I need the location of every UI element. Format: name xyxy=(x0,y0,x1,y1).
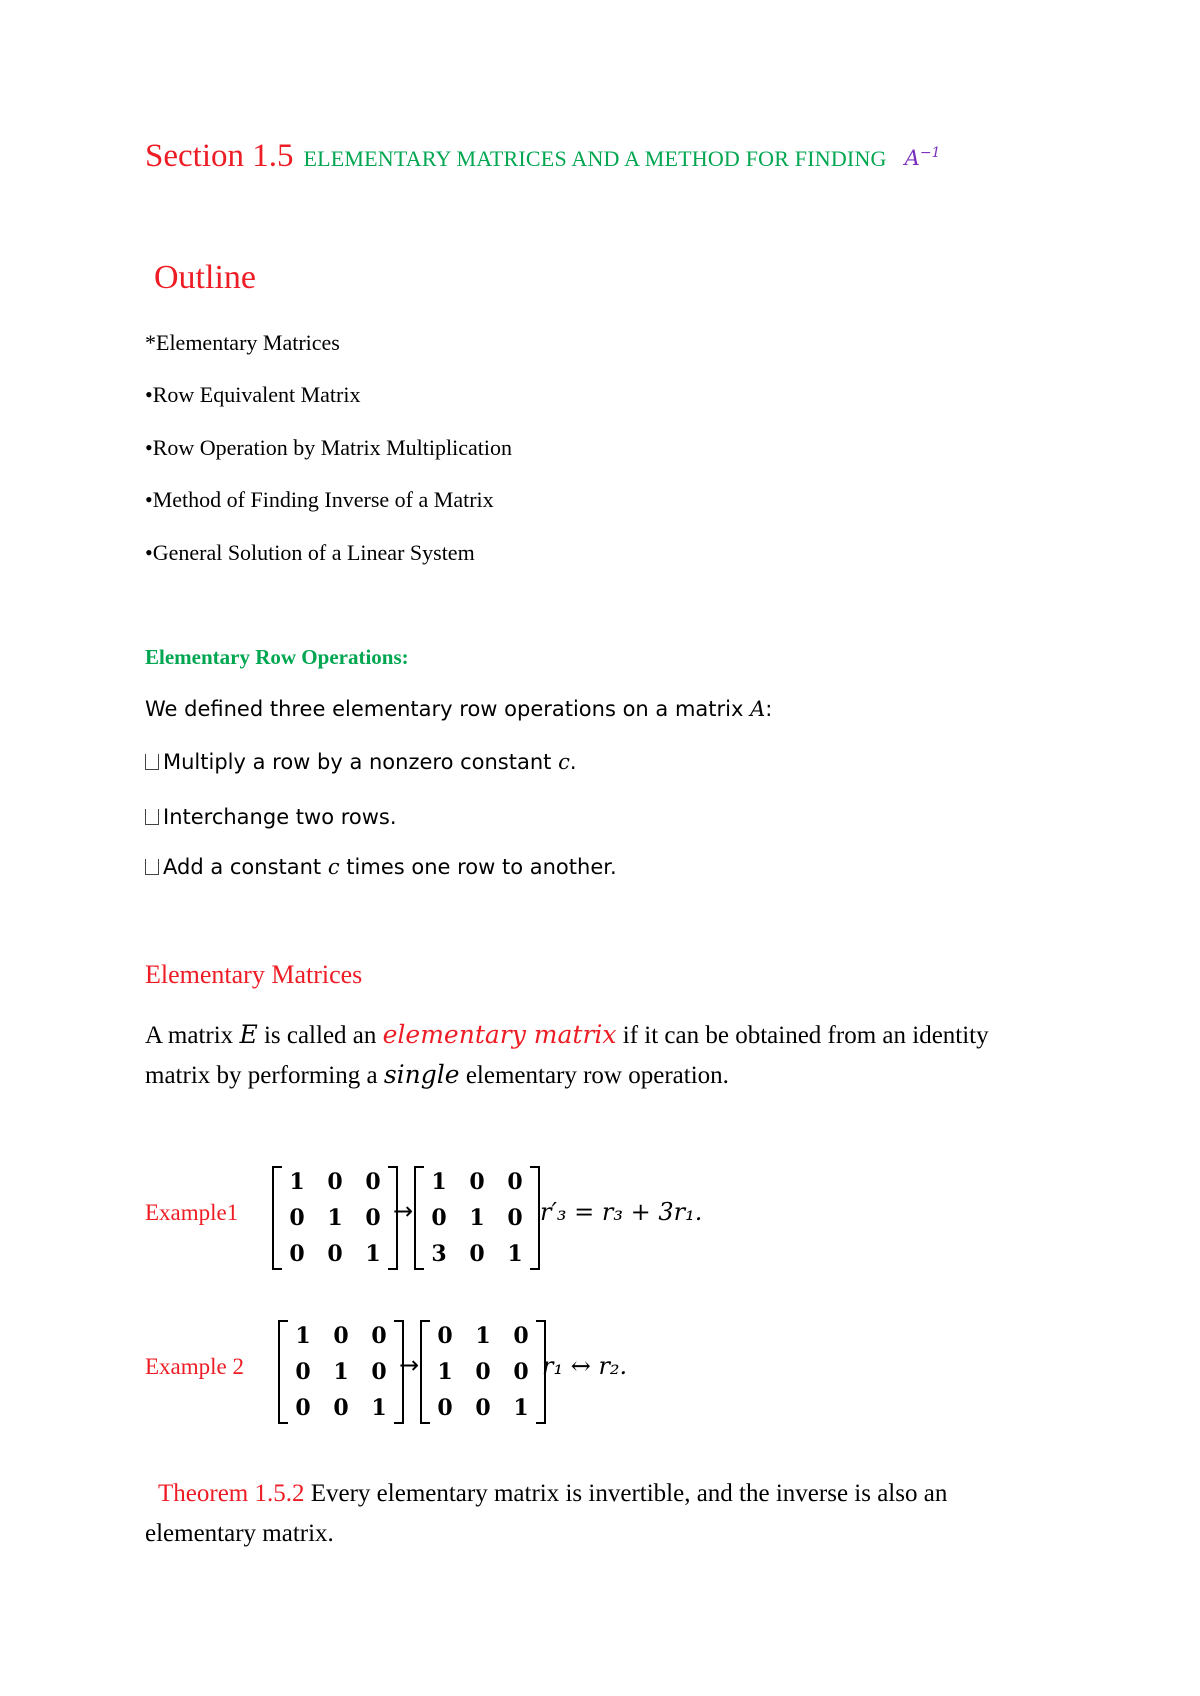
matrix-cell: 0 xyxy=(475,1395,491,1421)
matrix-cell: 3 xyxy=(431,1241,447,1267)
checkbox-glyph-icon xyxy=(145,809,159,825)
matrix-cell: 0 xyxy=(431,1205,447,1231)
matrix-cell: 0 xyxy=(295,1359,311,1385)
matrix-cell: 0 xyxy=(289,1241,305,1267)
outline-item: •Method of Finding Inverse of a Matrix xyxy=(145,487,494,512)
matrix-cell: 0 xyxy=(507,1169,523,1195)
matrix-cell: 0 xyxy=(327,1169,343,1195)
outline-heading: Outline xyxy=(154,259,256,296)
matrix-cell: 0 xyxy=(437,1323,453,1349)
transform-arrow: → xyxy=(399,1351,420,1379)
matrix-cell: 0 xyxy=(333,1323,349,1349)
outline-item: *Elementary Matrices xyxy=(145,330,340,355)
matrix-cell: 1 xyxy=(469,1205,485,1231)
example-1-row-operation: r′₃ = r₃ + 3r₁. xyxy=(540,1198,703,1226)
matrix-cell: 0 xyxy=(437,1395,453,1421)
section-title xyxy=(145,138,940,188)
outline-item: •Row Operation by Matrix Multiplication xyxy=(145,435,512,460)
matrix-cell: 0 xyxy=(469,1169,485,1195)
definition-line-2: matrix by performing a single elementary row operation. xyxy=(145,1060,729,1089)
matrix-cell: 0 xyxy=(327,1241,343,1267)
example-1-left-matrix xyxy=(272,1164,398,1272)
matrix-cell: 0 xyxy=(371,1359,387,1385)
row-op-item: Add a constant c times one row to another. xyxy=(145,855,617,879)
matrix-cell: 1 xyxy=(431,1169,447,1195)
transform-arrow: → xyxy=(393,1197,414,1225)
section-subtitle: ELEMENTARY MATRICES AND A METHOD FOR FINDING xyxy=(303,146,887,171)
defined-term: elementary matrix xyxy=(382,1020,617,1049)
matrix-cell: 1 xyxy=(327,1205,343,1231)
matrix-cell: 0 xyxy=(365,1169,381,1195)
section-number: Section 1.5 xyxy=(145,138,294,174)
row-op-item: Interchange two rows. xyxy=(145,805,397,829)
matrix-cell: 0 xyxy=(365,1205,381,1231)
matrix-cell: 0 xyxy=(507,1205,523,1231)
matrix-cell: 0 xyxy=(333,1395,349,1421)
row-op-item: Multiply a row by a nonzero constant c. xyxy=(145,750,577,774)
elementary-matrices-heading: Elementary Matrices xyxy=(145,960,363,989)
checkbox-glyph-icon xyxy=(145,859,159,875)
outline-item: •General Solution of a Linear System xyxy=(145,540,475,565)
matrix-cell: 1 xyxy=(289,1169,305,1195)
theorem-label: Theorem 1.5.2 xyxy=(158,1480,305,1507)
example-1-right-matrix xyxy=(414,1164,540,1272)
example-1-label: Example1 xyxy=(145,1200,239,1225)
matrix-cell: 0 xyxy=(289,1205,305,1231)
checkbox-glyph-icon xyxy=(145,754,159,770)
definition-line-1: A matrix E is called an elementary matrix if it can be obtained from an identity xyxy=(145,1020,989,1049)
matrix-cell: 1 xyxy=(475,1323,491,1349)
row-ops-intro: We defined three elementary row operations on a matrix A: xyxy=(145,697,773,721)
example-2-right-matrix xyxy=(420,1318,546,1426)
matrix-cell: 0 xyxy=(295,1395,311,1421)
row-ops-heading: Elementary Row Operations: xyxy=(145,645,409,669)
matrix-cell: 1 xyxy=(371,1395,387,1421)
matrix-cell: 1 xyxy=(365,1241,381,1267)
example-2-label: Example 2 xyxy=(145,1354,244,1379)
matrix-cell: 1 xyxy=(507,1241,523,1267)
matrix-cell: 1 xyxy=(295,1323,311,1349)
a-inverse-symbol: $A^{-1}$ xyxy=(904,145,941,170)
matrix-cell: 1 xyxy=(513,1395,529,1421)
matrix-cell: 0 xyxy=(371,1323,387,1349)
matrix-cell: 0 xyxy=(475,1359,491,1385)
matrix-cell: 0 xyxy=(513,1359,529,1385)
matrix-cell: 0 xyxy=(513,1323,529,1349)
example-2-row-operation: r₁ ↔ r₂. xyxy=(542,1352,628,1380)
matrix-cell: 0 xyxy=(469,1241,485,1267)
theorem-line-1: Theorem 1.5.2 Every elementary matrix is invertible, and the inverse is also an xyxy=(158,1480,948,1507)
matrix-cell: 1 xyxy=(437,1359,453,1385)
matrix-cell: 1 xyxy=(333,1359,349,1385)
outline-item: •Row Equivalent Matrix xyxy=(145,382,361,407)
example-2-left-matrix xyxy=(278,1318,404,1426)
theorem-line-2: elementary matrix. xyxy=(145,1520,334,1547)
